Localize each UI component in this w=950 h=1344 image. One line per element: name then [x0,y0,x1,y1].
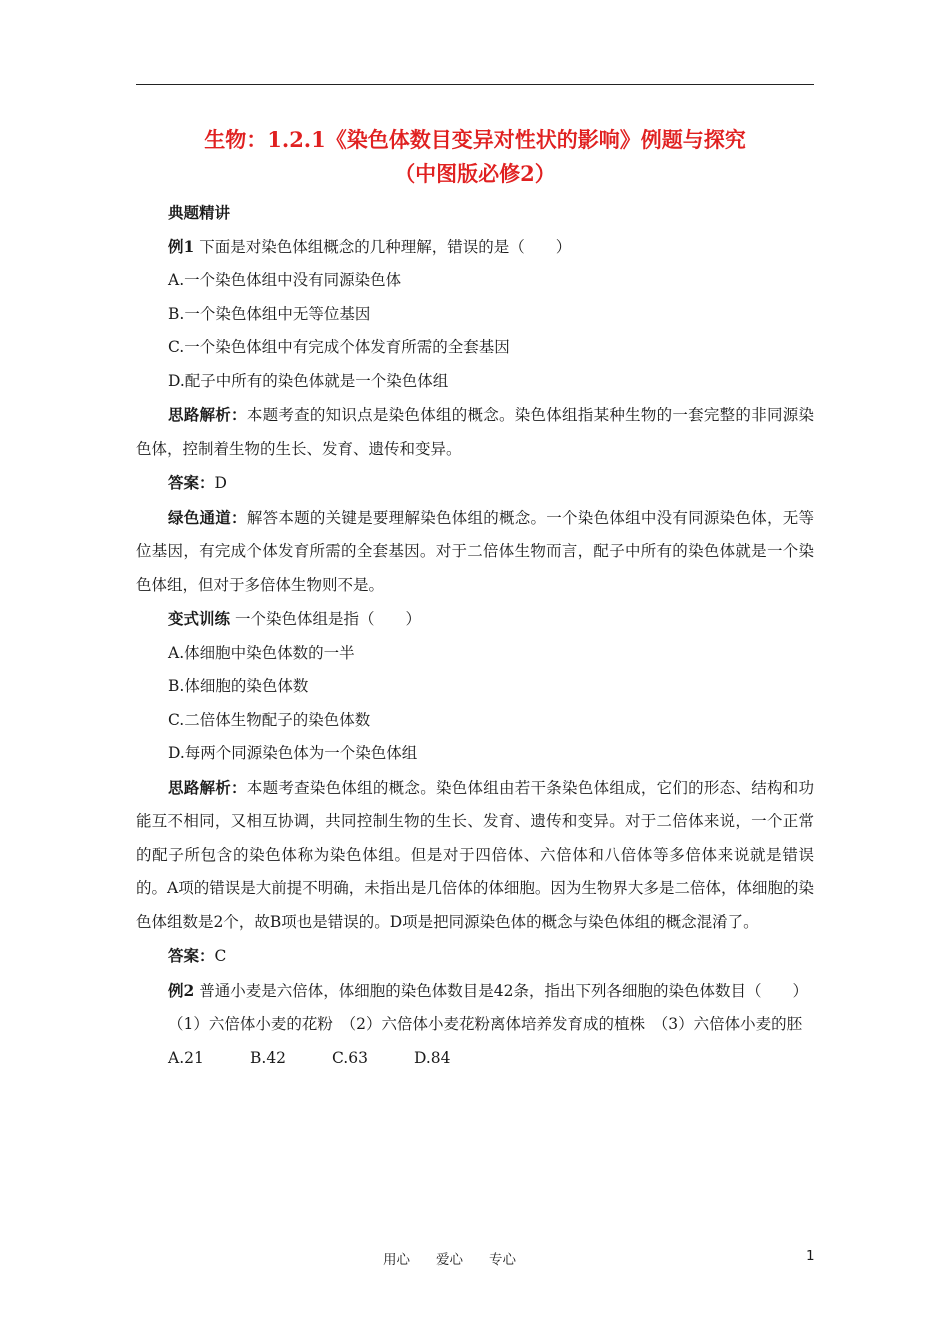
variant-analysis [136,771,814,940]
answer-value: D [214,474,227,492]
example2-label: 例2 [168,980,195,1000]
page-number: 1 [806,1248,815,1264]
answer-value: C [214,947,227,965]
doc-subtitle: （中图版必修2） [394,161,556,186]
variant-option-d: D.每两个同源染色体为一个染色体组 [168,744,418,762]
example1-option-c: C.一个染色体组中有完成个体发育所需的全套基因 [168,338,510,356]
example1-option-d: D.配子中所有的染色体就是一个染色体组 [168,371,449,390]
example1-question-text: 下面是对染色体组概念的几种理解，错误的是（ ） [194,237,572,256]
green-channel-label: 绿色通道： [168,507,247,527]
section-heading: 典题精讲 [168,203,231,222]
example1-option-b: B.一个染色体组中无等位基因 [168,304,371,323]
footer-word: 爱心 [436,1252,463,1268]
example1-green-channel [136,501,814,603]
analysis-label: 思路解析： [168,405,247,424]
variant-option-c: C.二倍体生物配子的染色体数 [168,710,371,729]
variant-option-b: B.体细胞的染色体数 [168,677,309,695]
green-channel-text: 解答本题的关键是要理解染色体组的概念。一个染色体组中没有同源染色体，无等位基因，有完成个体发育所需的全套基因。对于二倍体生物而言，配子中所有的染色体就是一个染色体组，但对于多倍体生物则不是。 [136,508,814,594]
example2-question-text: 普通小麦是六倍体，体细胞的染色体数目是42条，指出下列各细胞的染色体数目（ ） [194,981,808,1000]
answer-label: 答案： [168,473,215,492]
example2-question [136,974,814,1009]
example1-option-a: A.一个染色体组中没有同源染色体 [168,271,402,289]
footer-motto [383,1248,542,1268]
variant-question [136,602,814,637]
example2-option-d: D.84 [414,1048,451,1067]
variant-option-a: A.体细胞中染色体数的一半 [168,643,355,662]
example2-option-b: B.42 [250,1048,287,1067]
example2-options [136,1042,814,1076]
variant-question-text: 一个染色体组是指（ ） [230,610,421,628]
variant-answer [136,939,814,974]
example1-analysis [136,398,814,466]
analysis-text: 本题考查染色体组的概念。染色体组由若干条染色体组成，它们的形态、结构和功能互不相同，又相互协调，共同控制生物的生长、发育、遗传和变异。对于二倍体来说，一个正常的配子所包含的染色体称为染色体组。但是对于四倍体、六倍体和八倍体等多倍体来说就是错误的。A项的错误是大前提不明确，未指出是几倍体的体细胞。因为生物界大多是二倍体，体细胞的染色体组数是2个，故B项也是错误的。D项是把同源染色体的概念与染色体组的概念混淆了。 [136,778,814,931]
doc-title: 生物：1.2.1《染色体数目变异对性状的影响》例题与探究 [204,127,746,152]
footer-word: 专心 [489,1252,516,1268]
example1-question [136,230,814,265]
footer-word: 用心 [383,1252,410,1268]
analysis-text: 本题考查的知识点是染色体组的概念。染色体组指某种生物的一套完整的非同源染色体，控制着生物的生长、发育、遗传和变异。 [136,406,814,458]
example1-label: 例1 [168,236,195,256]
header-rule [136,84,814,85]
example2-option-a: A.21 [168,1048,204,1067]
example2-option-c: C.63 [332,1048,368,1067]
answer-label: 答案： [168,946,215,965]
analysis-label: 思路解析： [168,777,247,797]
document-body [136,196,814,1075]
variant-label: 变式训练 [168,609,231,628]
example1-answer [136,466,814,501]
example2-items: （1）六倍体小麦的花粉 （2）六倍体小麦花粉离体培养发育成的植株 （3）六倍体小麦的胚 [168,1015,803,1033]
